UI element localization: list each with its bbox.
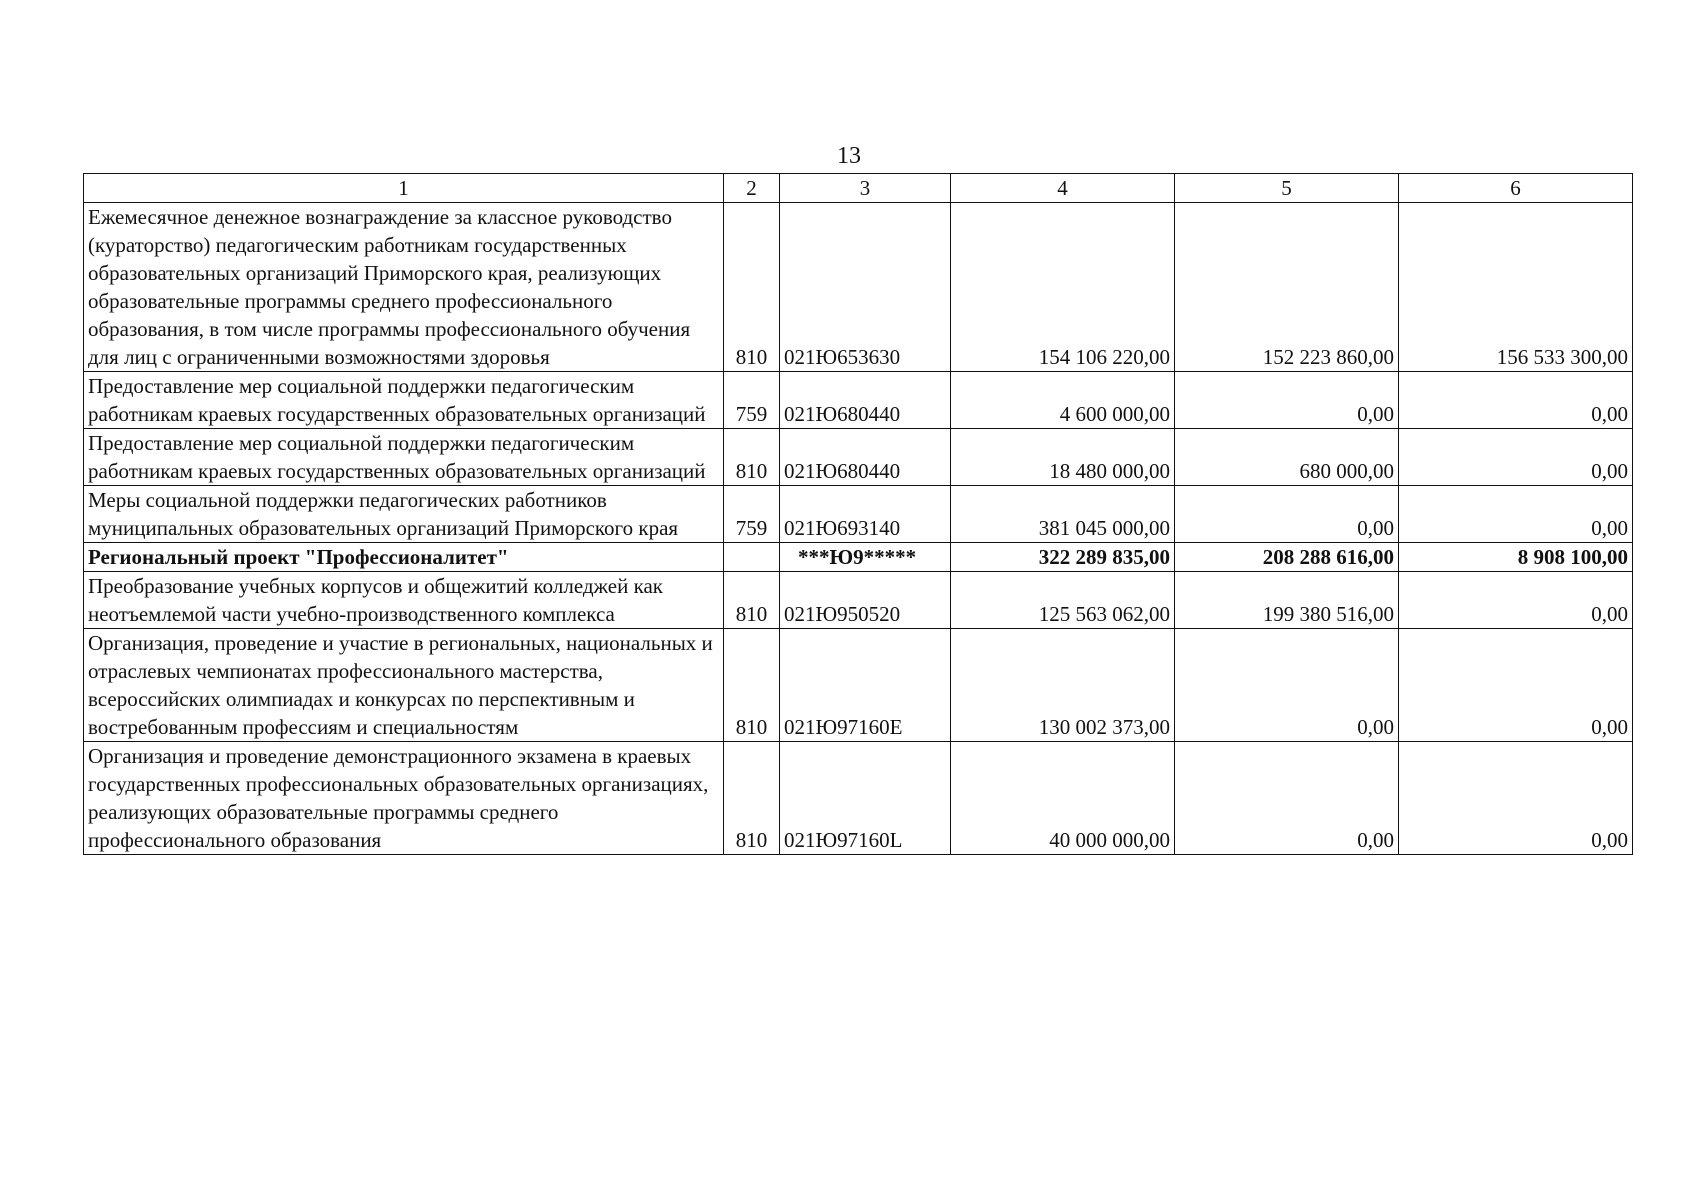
row-kbk: 021Ю680440 bbox=[780, 372, 951, 429]
table-row bbox=[84, 629, 1633, 742]
row-name: Региональный проект "Профессионалитет" bbox=[84, 543, 724, 572]
row-kbk: 021Ю693140 bbox=[780, 486, 951, 543]
row-value-5: 680 000,00 bbox=[1175, 429, 1399, 486]
row-value-6: 0,00 bbox=[1399, 572, 1633, 629]
row-value-6: 0,00 bbox=[1399, 742, 1633, 855]
row-kbk: 021Ю97160Е bbox=[780, 629, 951, 742]
row-value-6: 156 533 300,00 bbox=[1399, 203, 1633, 372]
row-value-6: 0,00 bbox=[1399, 429, 1633, 486]
column-header-6: 6 bbox=[1399, 174, 1633, 203]
page-number-text: 13 bbox=[837, 143, 861, 169]
row-value-4: 381 045 000,00 bbox=[951, 486, 1175, 543]
row-name: Организация и проведение демонстрационного экзамена в краевых государственных профессиональных образовательных организациях, реализующих образовательные программы среднего профессионального образования bbox=[84, 742, 724, 855]
row-value-4: 4 600 000,00 bbox=[951, 372, 1175, 429]
row-kbk: 021Ю950520 bbox=[780, 572, 951, 629]
row-value-4: 40 000 000,00 bbox=[951, 742, 1175, 855]
row-code: 759 bbox=[724, 486, 780, 543]
row-value-5: 0,00 bbox=[1175, 372, 1399, 429]
row-name: Организация, проведение и участие в региональных, национальных и отраслевых чемпионатах профессионального мастерства, всероссийских олимпиадах и конкурсах по перспективным и востребованным профессиям и специальностям bbox=[84, 629, 724, 742]
row-value-5: 0,00 bbox=[1175, 742, 1399, 855]
row-code: 810 bbox=[724, 742, 780, 855]
row-code: 810 bbox=[724, 629, 780, 742]
column-header-3: 3 bbox=[780, 174, 951, 203]
row-code: 810 bbox=[724, 572, 780, 629]
row-kbk: 021Ю97160L bbox=[780, 742, 951, 855]
row-value-4: 125 563 062,00 bbox=[951, 572, 1175, 629]
column-header-2: 2 bbox=[724, 174, 780, 203]
row-value-5: 208 288 616,00 bbox=[1175, 543, 1399, 572]
row-value-4: 154 106 220,00 bbox=[951, 203, 1175, 372]
row-name: Меры социальной поддержки педагогических работников муниципальных образовательных организаций Приморского края bbox=[84, 486, 724, 543]
row-value-5: 0,00 bbox=[1175, 486, 1399, 543]
row-code bbox=[724, 543, 780, 572]
row-value-5: 152 223 860,00 bbox=[1175, 203, 1399, 372]
budget-table bbox=[83, 173, 1633, 855]
column-header-5: 5 bbox=[1175, 174, 1399, 203]
row-code: 810 bbox=[724, 203, 780, 372]
row-name: Предоставление мер социальной поддержки педагогическим работникам краевых государственных образовательных организаций bbox=[84, 429, 724, 486]
row-code: 810 bbox=[724, 429, 780, 486]
row-value-6: 8 908 100,00 bbox=[1399, 543, 1633, 572]
row-kbk: 021Ю680440 bbox=[780, 429, 951, 486]
table-row bbox=[84, 203, 1633, 372]
row-name: Предоставление мер социальной поддержки педагогическим работникам краевых государственных образовательных организаций bbox=[84, 372, 724, 429]
table-row bbox=[84, 742, 1633, 855]
row-value-5: 199 380 516,00 bbox=[1175, 572, 1399, 629]
row-value-4: 18 480 000,00 bbox=[951, 429, 1175, 486]
page-number bbox=[0, 142, 1698, 170]
row-value-6: 0,00 bbox=[1399, 629, 1633, 742]
table-row bbox=[84, 486, 1633, 543]
table-row bbox=[84, 372, 1633, 429]
table-row bbox=[84, 429, 1633, 486]
column-header-1: 1 bbox=[84, 174, 724, 203]
column-header-4: 4 bbox=[951, 174, 1175, 203]
row-value-6: 0,00 bbox=[1399, 486, 1633, 543]
row-value-4: 322 289 835,00 bbox=[951, 543, 1175, 572]
row-kbk: 021Ю653630 bbox=[780, 203, 951, 372]
row-code: 759 bbox=[724, 372, 780, 429]
row-value-6: 0,00 bbox=[1399, 372, 1633, 429]
row-kbk: ***Ю9***** bbox=[780, 543, 951, 572]
row-name: Ежемесячное денежное вознаграждение за классное руководство (кураторство) педагогическим работникам государственных образовательных организаций Приморского края, реализующих образовательные программы среднего профессионального образования, в том числе программы профессионального обучения для лиц с ограниченными возможностями здоровья bbox=[84, 203, 724, 372]
table-row bbox=[84, 572, 1633, 629]
row-name: Преобразование учебных корпусов и общежитий колледжей как неотъемлемой части учебно-производственного комплекса bbox=[84, 572, 724, 629]
table-row-project-total bbox=[84, 543, 1633, 572]
row-value-5: 0,00 bbox=[1175, 629, 1399, 742]
table-header-row bbox=[84, 174, 1633, 203]
row-value-4: 130 002 373,00 bbox=[951, 629, 1175, 742]
